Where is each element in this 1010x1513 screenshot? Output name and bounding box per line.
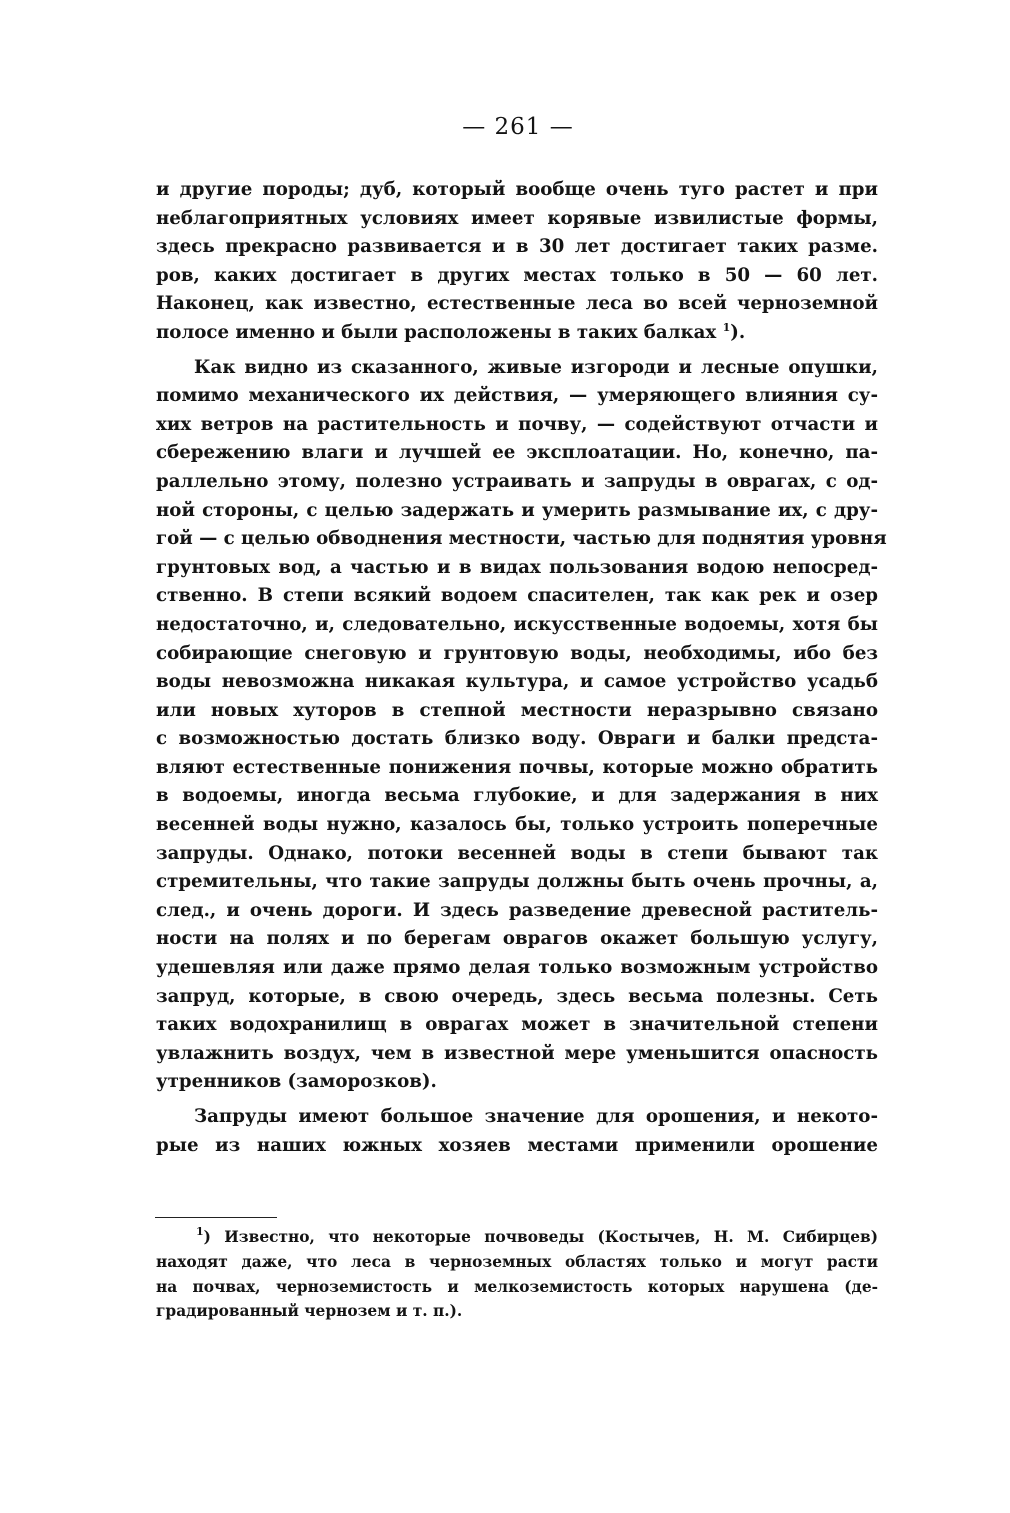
footnote-marker: 1 — [196, 1225, 204, 1238]
text-line — [156, 319, 878, 348]
footnote-line: находят даже, что леса в черноземных областях только и могут расти — [156, 1252, 878, 1271]
main-text — [156, 176, 887, 1160]
text-line: увлажнить воздух, чем в известной мере уменьшится опасность — [156, 1042, 878, 1064]
text-line: ров, каких достигает в других местах только в 50 — 60 лет. — [156, 264, 878, 286]
text-line: стремительны, что такие запруды должны быть очень прочны, а, — [156, 871, 878, 893]
text-line: утренников (заморозков). — [156, 1071, 437, 1093]
text-line: запруды. Однако, потоки весенней воды в степи бывают так — [156, 842, 878, 864]
text-line: ности на полях и по берегам оврагов окажет большую услугу, — [156, 928, 878, 950]
text-line: рые из наших южных хозяев местами применили орошение — [156, 1134, 878, 1156]
text-line: Запруды имеют большое значение для орошения, и некото- — [194, 1106, 878, 1127]
paragraph-3 — [156, 1103, 878, 1160]
text-line: след., и очень дороги. И здесь разведение древесной раститель- — [156, 899, 878, 921]
paragraph-2 — [156, 354, 887, 1097]
text-line: Как видно из сказанного, живые изгороди и лесные опушки, — [194, 356, 878, 378]
footnote-line — [156, 1225, 878, 1250]
text-line: ной стороны, с целью задержать и умерить размывание их, с дру- — [156, 499, 878, 521]
footnote-divider — [155, 1217, 277, 1218]
footnote-line: на почвах, черноземистость и мелкоземистость которых нарушена (де- — [156, 1277, 878, 1296]
text-line-content: полосе именно и были расположены в таких балках — [156, 321, 717, 343]
text-line: сбережению влаги и лучшей ее эксплоатации. Но, конечно, па- — [156, 442, 878, 464]
text-line: собирающие снеговую и грунтовую воды, необходимы, ибо без — [156, 642, 878, 664]
text-line: и другие породы; дуб, который вообще очень туго растет и при — [156, 179, 878, 200]
page-number: — 261 — — [462, 114, 574, 140]
text-line: гой — с целью обводнения местности, частью для поднятия уровня — [156, 528, 887, 550]
text-line: или новых хуторов в степной местности неразрывно связано — [156, 699, 878, 721]
text-line: таких водохранилищ в оврагах может в значительной степени — [156, 1014, 878, 1036]
text-line-tail: ). — [730, 321, 746, 343]
text-line: хих ветров на растительность и почву, — содействуют отчасти и — [156, 413, 878, 435]
footnote — [156, 1225, 878, 1324]
text-line: вляют естественные понижения почвы, которые можно обратить — [156, 756, 878, 778]
text-line: запруд, которые, в свою очередь, здесь весьма полезны. Сеть — [156, 985, 878, 1007]
footnote-line-content: ) Известно, что некоторые почвоведы (Костычев, Н. М. Сибирцев) — [203, 1228, 878, 1246]
text-line: ственно. В степи всякий водоем спасителен, так как рек и озер — [156, 585, 878, 607]
text-line: здесь прекрасно развивается и в 30 лет достигает таких разме. — [156, 236, 878, 258]
text-line: неблагоприятных условиях имеет корявые извилистые формы, — [156, 207, 878, 229]
footnote-reference: 1 — [722, 320, 731, 334]
paragraph-1 — [156, 176, 878, 348]
text-line: с возможностью достать близко воду. Овраги и балки предста- — [156, 728, 878, 750]
text-line: удешевляя или даже прямо делая только возможным устройство — [156, 957, 878, 979]
text-line: весенней воды нужно, казалось бы, только устроить поперечные — [156, 814, 878, 836]
text-line: воды невозможна никакая культура, и самое устройство усадьб — [156, 671, 878, 693]
footnote-line: градированный чернозем и т. п.). — [156, 1302, 463, 1321]
text-line: в водоемы, иногда весьма глубокие, и для задержания в них — [156, 785, 878, 807]
text-line: помимо механического их действия, — умеряющего влияния су- — [156, 385, 878, 407]
text-line: недостаточно, и, следовательно, искусственные водоемы, хотя бы — [156, 613, 878, 635]
text-line: Наконец, как известно, естественные леса во всей черноземной — [156, 293, 878, 315]
text-line: грунтовых вод, а частью и в видах пользования водою непосред- — [156, 556, 878, 578]
text-line: раллельно этому, полезно устраивать и запруды в оврагах, с од- — [156, 470, 878, 492]
